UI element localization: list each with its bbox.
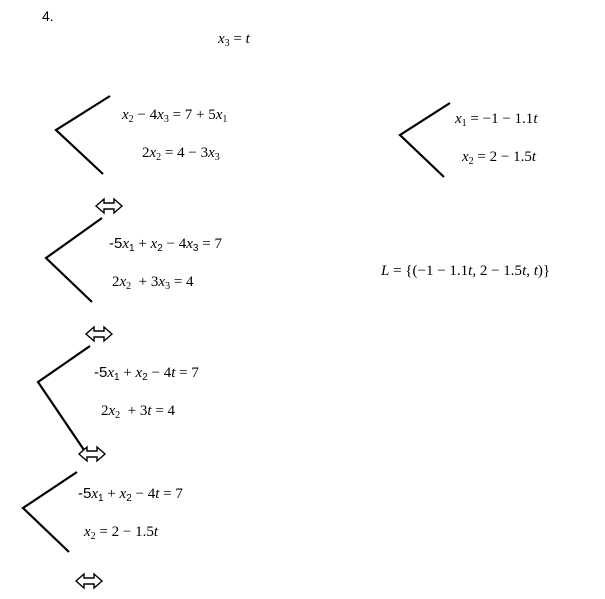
step3-equation-1 <box>94 364 199 382</box>
subscript: 2 <box>128 114 134 125</box>
solution-bracket <box>394 99 456 181</box>
term: x <box>122 107 129 123</box>
subscript: 1 <box>98 493 104 504</box>
given-var: x <box>218 31 225 47</box>
term: + <box>134 236 151 252</box>
subscript: 2 <box>157 243 163 254</box>
term: t <box>147 403 152 419</box>
subscript: 2 <box>468 156 474 167</box>
subscript: 1 <box>222 114 228 125</box>
system-bracket-3 <box>32 342 102 454</box>
solution-set <box>381 262 550 280</box>
term: = 7 <box>159 486 183 502</box>
term: -5 <box>94 364 108 381</box>
term: = 4 <box>170 274 194 290</box>
term: t <box>522 263 527 279</box>
solution-equation-2 <box>462 148 536 166</box>
subscript: 2 <box>90 531 96 542</box>
term: x <box>122 236 130 252</box>
term: + 3 <box>131 274 159 290</box>
term: = {(−1 − 1.1 <box>389 263 469 279</box>
step4-equation-1 <box>78 485 183 503</box>
term: t <box>153 524 159 540</box>
step2-equation-2 <box>112 273 194 291</box>
term: x <box>149 145 157 161</box>
subscript: 2 <box>126 281 132 292</box>
step4-equation-2 <box>84 523 158 541</box>
term: − 4 <box>147 365 172 381</box>
solution-equation-1 <box>455 110 537 128</box>
term: = 7 + 5 <box>168 107 216 123</box>
term: x <box>150 236 158 252</box>
term: x <box>186 236 193 252</box>
term: t <box>468 263 473 279</box>
term: x <box>119 486 127 502</box>
term: x <box>107 365 115 381</box>
term: t <box>533 111 538 127</box>
term: )} <box>537 263 551 279</box>
problem-number: 4. <box>42 8 54 24</box>
term: x <box>455 111 462 127</box>
term: t <box>171 365 176 381</box>
subscript: 2 <box>142 372 148 383</box>
term: t <box>155 486 160 502</box>
term: L <box>381 263 390 279</box>
subscript: 1 <box>461 118 467 129</box>
equivalence-arrow-icon <box>75 572 103 590</box>
subscript: 3 <box>165 281 171 292</box>
given-sub: 3 <box>224 38 230 49</box>
term: = 2 − 1.5 <box>95 524 154 540</box>
subscript: 3 <box>192 243 199 254</box>
subscript: 2 <box>126 493 132 504</box>
term: t <box>531 149 537 165</box>
term: 2 <box>101 403 109 419</box>
term: x <box>84 524 91 540</box>
term: − 4 <box>131 486 156 502</box>
term: = 7 <box>198 236 222 252</box>
term: x <box>119 274 127 290</box>
term: x <box>91 486 99 502</box>
given-rest: = <box>229 31 246 47</box>
term: 2 <box>142 145 150 161</box>
term: = 4 − 3 <box>161 145 209 161</box>
step1-equation-2 <box>142 144 220 162</box>
term: + <box>119 365 136 381</box>
term: t <box>533 263 538 279</box>
term: -5 <box>109 235 123 252</box>
term: − 4 <box>162 236 187 252</box>
term: = −1 − 1.1 <box>466 111 534 127</box>
term: + <box>103 486 120 502</box>
term: -5 <box>78 485 92 502</box>
step1-equation-1 <box>122 106 227 124</box>
system-bracket-2 <box>40 214 110 306</box>
term: , 2 − 1.5 <box>472 263 523 279</box>
step3-equation-2 <box>101 402 175 420</box>
subscript: 1 <box>129 243 135 254</box>
subscript: 2 <box>115 410 121 421</box>
term: x <box>462 149 469 165</box>
term: − 4 <box>133 107 158 123</box>
term: + 3 <box>120 403 148 419</box>
term: , <box>526 263 534 279</box>
equivalence-arrow-icon <box>78 445 106 463</box>
term: x <box>108 403 116 419</box>
term: = 2 − 1.5 <box>473 149 532 165</box>
term: x <box>158 274 166 290</box>
subscript: 2 <box>156 152 162 163</box>
equivalence-arrow-icon <box>85 325 113 343</box>
term: x <box>215 107 223 123</box>
term: x <box>208 145 215 161</box>
subscript: 3 <box>163 114 169 125</box>
term: = 4 <box>151 403 176 419</box>
subscript: 1 <box>114 372 120 383</box>
given-param: t <box>245 31 250 47</box>
term: x <box>135 365 143 381</box>
step2-equation-1 <box>109 235 222 253</box>
equivalence-arrow-icon <box>95 197 123 215</box>
term: x <box>157 107 164 123</box>
given-parameter <box>218 30 250 48</box>
system-bracket-1 <box>50 92 120 178</box>
term: 2 <box>112 274 120 290</box>
system-bracket-4 <box>17 468 87 556</box>
subscript: 3 <box>214 152 220 163</box>
term: = 7 <box>175 365 199 381</box>
